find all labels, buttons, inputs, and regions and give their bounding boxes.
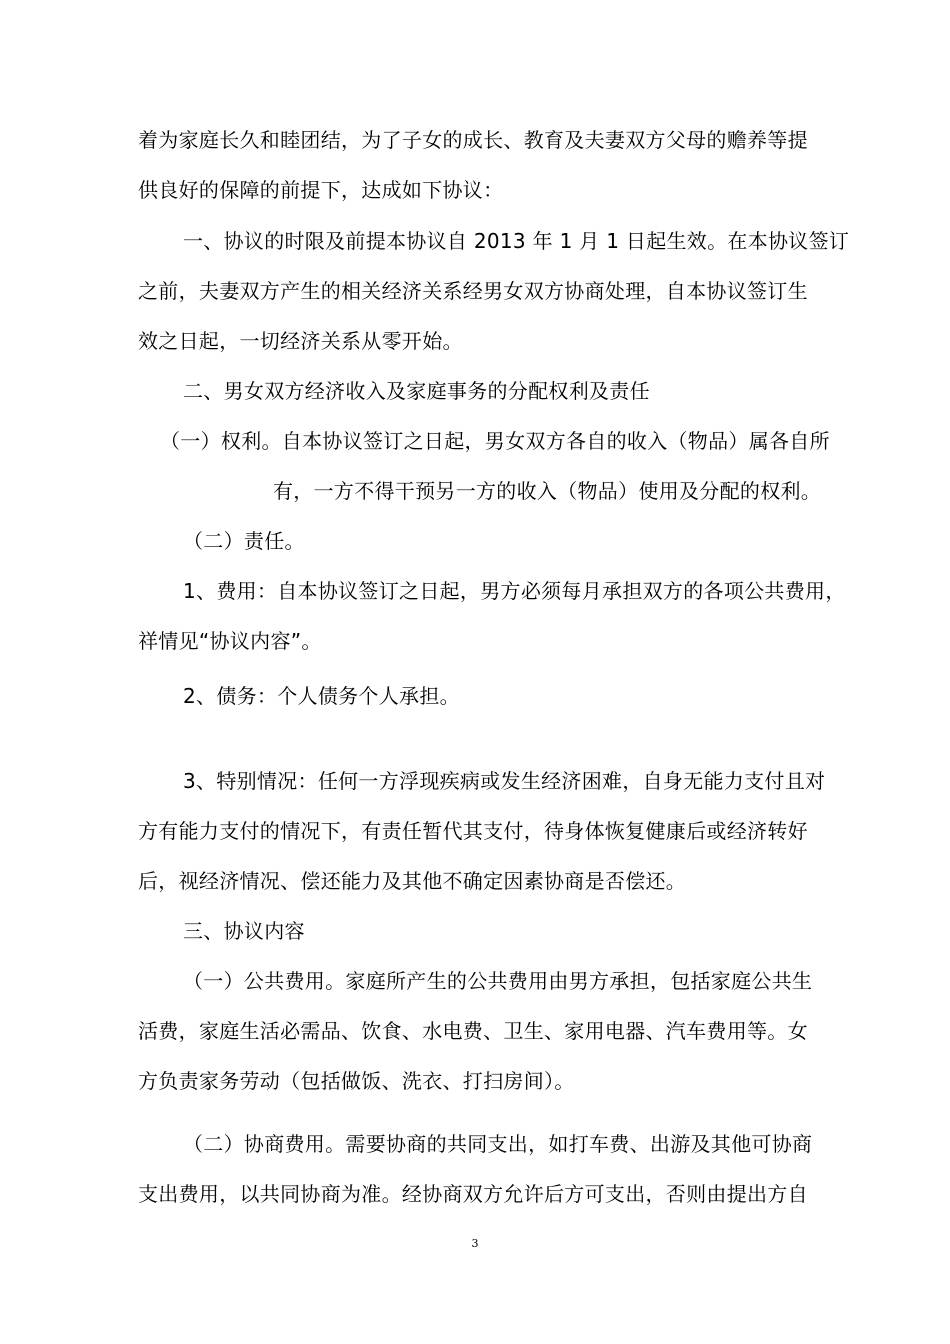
text-line: 三、协议内容 [183, 919, 305, 943]
text-line: 后，视经济情况、偿还能力及其他不确定因素协商是否偿还。 [138, 869, 687, 893]
text-line: （一）权利。自本协议签订之日起，男女双方各自的收入（物品）属各自所 [160, 429, 830, 453]
text-line: 2、债务：个人债务个人承担。 [183, 684, 460, 708]
text-line: 方负责家务劳动（包括做饭、洗衣、打扫房间）。 [138, 1069, 575, 1093]
text-line: 着为家庭长久和睦团结，为了子女的成长、教育及夫妻双方父母的赡养等提 [138, 128, 808, 152]
text-line: 1、费用：自本协议签订之日起，男方必须每月承担双方的各项公共费用， [183, 579, 846, 603]
text-line: （二）协商费用。需要协商的共同支出，如打车费、出游及其他可协商 [183, 1132, 813, 1156]
text-line: 效之日起，一切经济关系从零开始。 [138, 329, 463, 353]
page-number: 3 [471, 1237, 479, 1250]
text-line: （一）公共费用。家庭所产生的公共费用由男方承担，包括家庭公共生 [183, 969, 813, 993]
text-line: （二）责任。 [183, 529, 305, 553]
text-line: 活费，家庭生活必需品、饮食、水电费、卫生、家用电器、汽车费用等。女 [138, 1019, 808, 1043]
text-line: 之前，夫妻双方产生的相关经济关系经男女双方协商处理，自本协议签订生 [138, 279, 808, 303]
text-line: 3、特别情况：任何一方浮现疾病或发生经济困难，自身无能力支付且对 [183, 769, 826, 793]
text-line: 方有能力支付的情况下，有责任暂代其支付，待身体恢复健康后或经济转好 [138, 819, 808, 843]
text-line: 支出费用，以共同协商为准。经协商双方允许后方可支出，否则由提出方自 [138, 1182, 808, 1206]
text-line: 有，一方不得干预另一方的收入（物品）使用及分配的权利。 [273, 479, 822, 503]
text-line: 二、男女双方经济收入及家庭事务的分配权利及责任 [183, 379, 650, 403]
text-line: 祥情见“协议内容”。 [138, 629, 322, 653]
text-line: 供良好的保障的前提下，达成如下协议： [138, 178, 504, 202]
text-line: 一、协议的时限及前提本协议自 2013 年 1 月 1 日起生效。在本协议签订 [183, 229, 850, 253]
